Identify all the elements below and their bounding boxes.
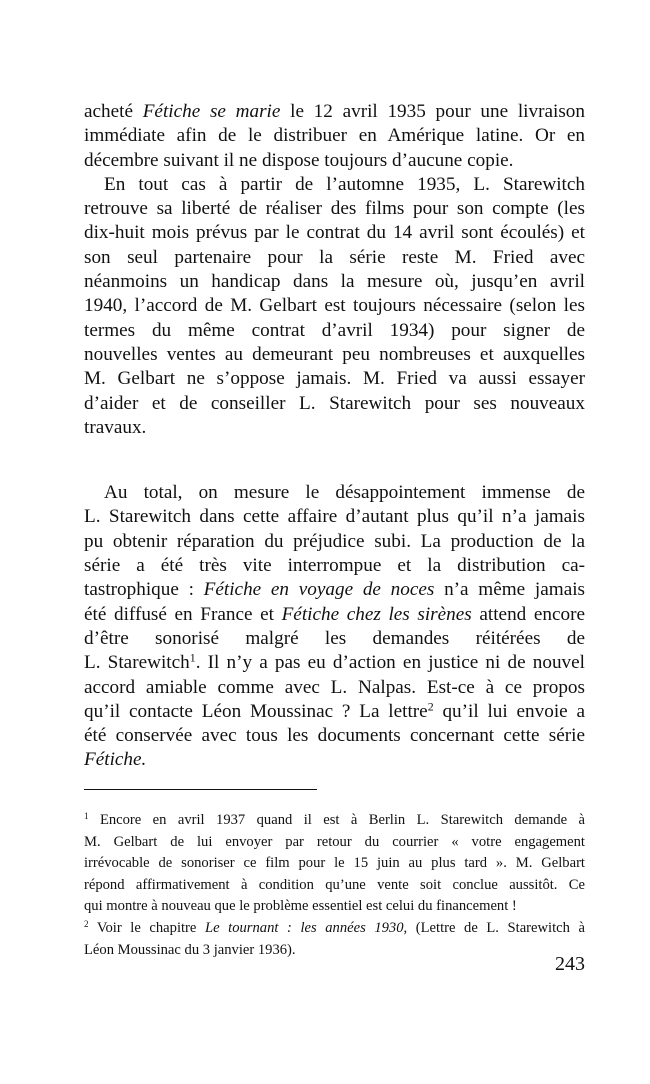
text-line: [84, 724, 585, 748]
footnote-line: [84, 940, 585, 962]
text-run: L. Starewitch: [84, 652, 190, 674]
text-run: qu’il lui envoie a: [433, 700, 585, 722]
text-run: Voir le chapitre: [88, 919, 205, 936]
footnote-line: [84, 896, 585, 918]
italic-title: Fétiche se marie: [142, 101, 281, 122]
italic-title: Fétiche chez les sirènes: [281, 603, 472, 625]
text-line: [84, 294, 585, 318]
text-line: [84, 343, 585, 367]
paragraph-gap: [84, 440, 585, 481]
text-run: . Il n’y a pas eu d’action en justice ni de nouvel: [195, 652, 585, 674]
text-run: acheté: [84, 101, 143, 122]
footnote-reference: 2: [84, 919, 89, 929]
footnote-line: [84, 875, 585, 897]
text-line: [84, 270, 585, 294]
footnote-line: [84, 810, 585, 832]
text-line: [84, 505, 585, 529]
italic-title: Le tournant : les années 1930: [204, 919, 404, 936]
footnote-separator: [84, 789, 317, 790]
text-line: [84, 100, 585, 124]
page-number: 243: [555, 953, 585, 975]
paragraph: [84, 173, 585, 440]
footnote-line: [84, 918, 585, 940]
footnote-reference: 1: [189, 650, 196, 665]
text-line: [84, 197, 585, 221]
text-run: pu obtenir réparation du préjudice subi. La production de la: [84, 530, 585, 552]
text-line: [84, 124, 585, 148]
italic-title: Fétiche.: [84, 749, 147, 771]
text-line: [84, 748, 585, 772]
text-line: [84, 392, 585, 416]
text-run: termes du même contrat d’avril 1934) pour signer de: [84, 319, 585, 341]
footnotes: [84, 810, 585, 961]
text-run: répond affirmativement à condition qu’une vente soit conclue aussitôt. Ce: [84, 876, 585, 893]
text-line: [84, 173, 585, 197]
text-run: dix-huit mois prévus par le contrat du 14 avril sont écoulés) et: [84, 222, 585, 244]
text-run: nouvelles ventes au demeurant peu nombreuses et auxquelles: [84, 343, 585, 365]
text-run: d’être sonorisé malgré les demandes réitérées de: [84, 627, 585, 649]
main-text: [84, 100, 585, 773]
text-run: Léon Moussinac du 3 janvier 1936).: [84, 941, 296, 958]
text-run: qui montre à nouveau que le problème essentiel est celui du financement !: [84, 898, 517, 915]
text-run: été conservée avec tous les documents concernant cette série: [84, 725, 585, 747]
text-run: Encore en avril 1937 quand il est à Berlin L. Starewitch demande à: [88, 812, 585, 828]
text-run: qu’il contacte Léon Moussinac ? La lettre: [84, 700, 428, 722]
text-run: tastrophique :: [84, 579, 204, 601]
paragraph: [84, 481, 585, 773]
text-line: [84, 651, 585, 675]
text-run: accord amiable comme avec L. Nalpas. Est-ce à ce propos: [84, 676, 585, 698]
text-run: , (Lettre de L. Starewitch à: [403, 919, 585, 936]
text-line: [84, 149, 585, 173]
text-run: M. Gelbart de lui envoyer par retour du courrier « votre engagement: [84, 833, 585, 850]
text-line: [84, 700, 585, 724]
text-line: [84, 319, 585, 343]
text-run: néanmoins un handicap dans la mesure où, jusqu’en avril: [84, 271, 585, 293]
italic-title: Fétiche en voyage de noces: [203, 579, 435, 601]
text-line: [84, 627, 585, 651]
text-line: [84, 367, 585, 391]
text-line: [84, 530, 585, 554]
text-run: irrévocable de sonoriser ce film pour le 15 juin au plus tard ». M. Gelbart: [84, 855, 585, 872]
paragraph: [84, 100, 585, 173]
text-run: le 12 avril 1935 pour une livraison: [280, 101, 585, 122]
text-run: En tout cas à partir de l’automne 1935, L. Starewitch: [104, 173, 585, 195]
text-line: [84, 578, 585, 602]
text-line: [84, 554, 585, 578]
text-run: été diffusé en France et: [84, 603, 282, 625]
text-run: d’aider et de conseiller L. Starewitch pour ses nouveaux: [84, 392, 585, 414]
text-line: [84, 246, 585, 270]
text-run: son seul partenaire pour la série reste M. Fried avec: [84, 246, 585, 268]
text-run: M. Gelbart ne s’oppose jamais. M. Fried va aussi essayer: [84, 368, 585, 390]
text-run: série a été très vite interrompue et la distribution ca-: [84, 555, 585, 577]
footnote-reference: 2: [427, 699, 434, 714]
text-run: immédiate afin de le distribuer en Amérique latine. Or en: [84, 125, 585, 147]
text-run: L. Starewitch dans cette affaire d’autant plus qu’il n’a jamais: [84, 506, 585, 528]
footnote-line: [84, 853, 585, 875]
text-line: [84, 481, 585, 505]
text-line: [84, 416, 585, 440]
text-run: attend encore: [471, 603, 586, 625]
text-run: 1940, l’accord de M. Gelbart est toujours nécessaire (selon les: [84, 295, 585, 317]
text-line: [84, 221, 585, 245]
text-line: [84, 603, 585, 627]
text-run: Au total, on mesure le désappointement immense de: [104, 482, 585, 504]
text-run: n’a même jamais: [434, 579, 586, 601]
text-line: [84, 676, 585, 700]
text-run: décembre suivant il ne dispose toujours d’aucune copie.: [84, 149, 514, 171]
footnote-reference: 1: [84, 811, 89, 822]
footnote-line: [84, 832, 585, 854]
text-run: retrouve sa liberté de réaliser des films pour son compte (les: [84, 198, 585, 220]
text-run: travaux.: [84, 416, 147, 438]
